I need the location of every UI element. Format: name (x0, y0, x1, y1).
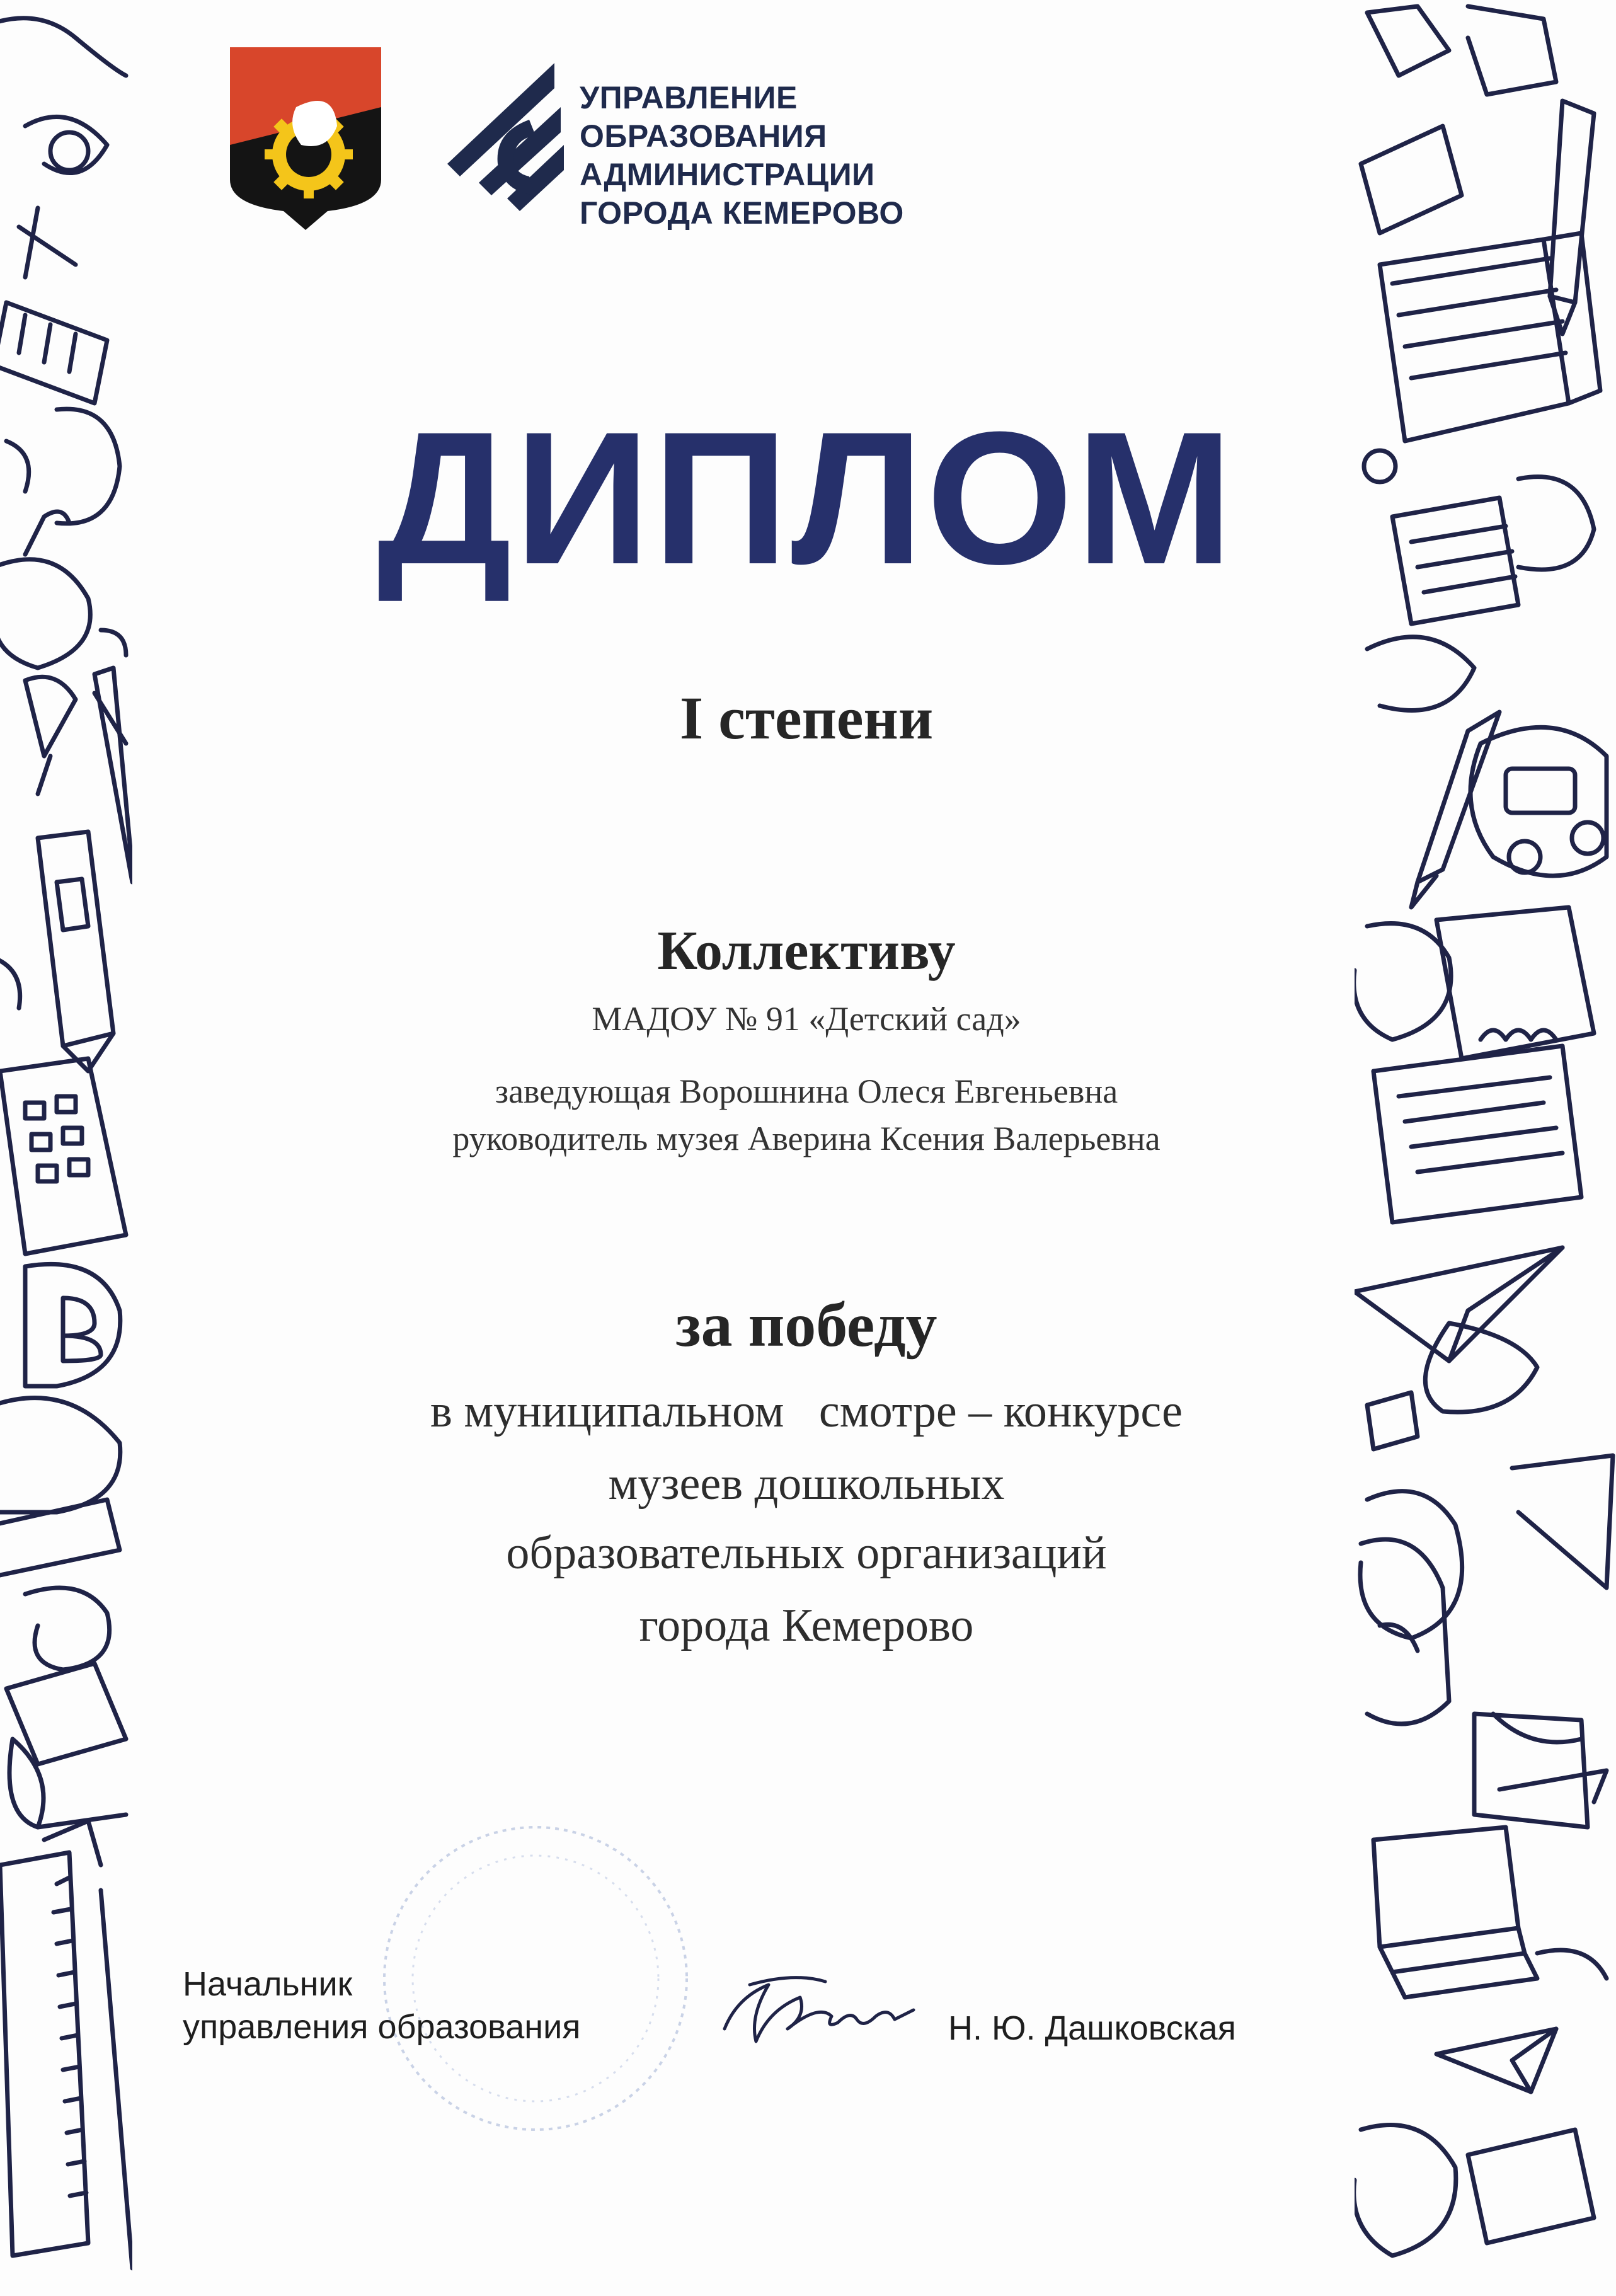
signature-icon (712, 1960, 939, 2054)
competition-line-3: образовательных организаций (506, 1527, 1107, 1579)
signatory-position-line-1: Начальник (183, 1965, 353, 2003)
signatory-position (183, 1963, 687, 2048)
recipient-label: Коллективу (657, 921, 956, 982)
award-reason: за победу (675, 1290, 937, 1360)
competition-line-4: города Кемерово (639, 1600, 974, 1651)
signatory-position-line-2: управления образования (183, 2008, 581, 2046)
diploma-title: ДИПЛОМ (377, 392, 1236, 604)
competition-line-1: в муниципальном смотре – конкурсе (430, 1386, 1183, 1437)
signatory-name: Н. Ю. Дашковская (948, 2009, 1236, 2047)
coat-of-arms-icon (227, 44, 384, 233)
left-decorative-border (0, 0, 132, 2296)
museum-head-name: руководитель музея Аверина Ксения Валерьевна (452, 1120, 1160, 1157)
education-logo-icon (435, 50, 567, 227)
header (227, 44, 983, 252)
organization-name: УПРАВЛЕНИЕ ОБРАЗОВАНИЯ АДМИНИСТРАЦИИ ГОРОДА КЕМЕРОВО (580, 80, 904, 231)
competition-line-2: музеев дошкольных (608, 1458, 1005, 1510)
institution-name: МАДОУ № 91 «Детский сад» (592, 1000, 1021, 1038)
head-name: заведующая Ворошнина Олеся Евгеньевна (495, 1072, 1118, 1110)
diploma-degree: I степени (679, 684, 934, 752)
